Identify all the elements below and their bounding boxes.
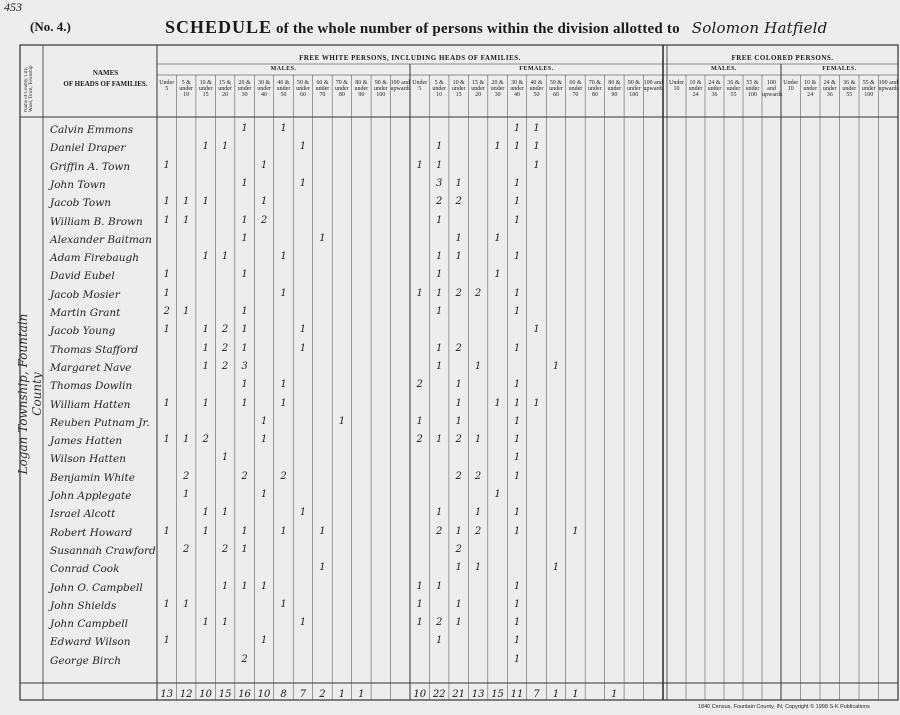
- white-female-tally: 1: [513, 123, 521, 134]
- white-male-tally: 1: [221, 141, 229, 153]
- white-female-total: 11: [510, 689, 524, 700]
- white-male-tally: 1: [163, 525, 170, 537]
- white-male-tally: 1: [319, 562, 326, 574]
- white-male-tally: 1: [202, 397, 209, 409]
- colored-male-age-label: Under 10: [669, 80, 684, 92]
- colored-female-age-label: 55 & under 100: [861, 80, 876, 98]
- head-of-family-name: Edward Wilson: [50, 636, 131, 649]
- white-female-tally: 2: [436, 196, 443, 208]
- white-male-total: 13: [160, 689, 174, 700]
- white-female-tally: 1: [436, 287, 443, 299]
- white-female-tally: 1: [436, 251, 443, 263]
- white-female-tally: 1: [474, 434, 482, 446]
- white-female-tally: 2: [455, 196, 462, 208]
- white-female-age-label: 5 & under 10: [432, 80, 447, 98]
- white-male-tally: 1: [299, 617, 307, 629]
- white-male-tally: 1: [221, 251, 229, 263]
- white-female-tally: 1: [436, 269, 443, 281]
- white-male-tally: 1: [202, 342, 209, 354]
- white-female-tally: 1: [474, 562, 482, 574]
- white-female-age-label: 50 & under 60: [549, 80, 563, 98]
- white-male-total: 10: [257, 689, 271, 700]
- white-female-tally: 1: [455, 525, 462, 537]
- white-male-age-label: 40 & under 50: [276, 80, 291, 98]
- white-male-tally: 1: [163, 635, 170, 647]
- white-male-tally: 1: [299, 177, 307, 189]
- white-male-tally: 1: [202, 507, 209, 519]
- head-of-family-name: Susannah Crawford: [50, 544, 156, 557]
- white-female-tally: 1: [513, 434, 521, 446]
- white-female-tally: 2: [455, 342, 462, 354]
- white-female-tally: 1: [455, 562, 462, 574]
- white-male-tally: 1: [163, 324, 170, 336]
- white-female-tally: 1: [533, 397, 540, 409]
- white-male-age-label: 70 & under 80: [335, 80, 349, 98]
- white-male-tally: 2: [183, 543, 190, 555]
- white-female-tally: 1: [533, 141, 540, 153]
- white-female-tally: 1: [513, 470, 521, 482]
- white-male-total: 8: [280, 689, 287, 700]
- white-male-tally: 2: [202, 434, 209, 446]
- white-male-tally: 1: [299, 507, 307, 519]
- white-male-age-label: 60 & under 70: [315, 80, 330, 98]
- white-male-tally: 2: [163, 306, 170, 317]
- white-male-tally: 1: [241, 543, 248, 555]
- free-white-header: FREE WHITE PERSONS, INCLUDING HEADS OF FAMILIES.: [299, 54, 521, 62]
- white-male-tally: 1: [183, 434, 190, 446]
- white-female-tally: 1: [436, 159, 443, 171]
- white-female-tally: 2: [474, 525, 482, 537]
- white-male-tally: 1: [202, 141, 209, 153]
- white-female-tally: 1: [513, 342, 521, 354]
- head-of-family-name: William B. Brown: [50, 215, 143, 228]
- head-of-family-name: Benjamin White: [50, 471, 135, 484]
- page-number: 453: [4, 0, 22, 14]
- head-of-family-name: Jacob Young: [50, 325, 116, 338]
- white-male-tally: 2: [221, 324, 229, 336]
- white-female-tally: 1: [416, 580, 423, 592]
- white-male-tally: 1: [241, 123, 248, 134]
- white-female-tally: 1: [416, 159, 423, 171]
- white-male-tally: 1: [241, 324, 248, 336]
- white-female-tally: 1: [513, 214, 521, 226]
- white-male-total: 15: [218, 689, 232, 700]
- white-male-tally: 1: [183, 598, 190, 610]
- white-male-tally: 2: [241, 470, 248, 482]
- township-note: Logan Township, Fountain County: [16, 313, 44, 475]
- white-female-tally: 2: [455, 434, 462, 446]
- head-of-family-name: Thomas Stafford: [50, 343, 139, 356]
- white-female-tally: 1: [513, 415, 521, 427]
- head-of-family-name: Reuben Putnam Jr.: [50, 416, 150, 429]
- colored-female-age-label: 10 & under 24: [803, 80, 818, 98]
- white-female-tally: 1: [494, 232, 501, 244]
- white-female-tally: 1: [455, 397, 462, 409]
- white-male-tally: 1: [202, 360, 209, 372]
- white-female-tally: 1: [455, 379, 462, 391]
- white-male-total: 1: [338, 689, 346, 700]
- white-female-tally: 2: [455, 543, 462, 555]
- white-female-tally: 1: [494, 397, 501, 409]
- white-female-tally: 1: [436, 580, 443, 592]
- white-female-tally: 2: [436, 525, 443, 537]
- white-male-tally: 2: [260, 214, 268, 226]
- white-male-age-label: 20 & under 30: [237, 80, 252, 98]
- white-male-age-label: 5 & under 10: [179, 80, 194, 98]
- white-male-tally: 2: [241, 653, 248, 665]
- white-male-tally: 1: [183, 306, 190, 317]
- white-male-tally: 1: [163, 598, 170, 610]
- head-of-family-name: William Hatten: [50, 398, 131, 411]
- white-male-tally: 1: [241, 525, 248, 537]
- white-female-tally: 1: [533, 159, 540, 171]
- white-male-age-label: 30 & under 40: [257, 80, 271, 98]
- white-female-tally: 1: [416, 415, 423, 427]
- white-female-tally: 1: [513, 177, 521, 189]
- white-female-age-label: 60 & under 70: [568, 80, 583, 98]
- white-male-tally: 1: [299, 141, 307, 153]
- white-male-tally: 1: [202, 251, 209, 263]
- head-of-family-name: Wilson Hatten: [50, 453, 126, 466]
- white-male-age-label: 80 & under 90: [354, 80, 369, 98]
- colored-females-label: FEMALES.: [822, 66, 857, 72]
- white-female-tally: 1: [494, 141, 501, 153]
- colored-male-age-label: 36 & under 55: [726, 80, 741, 98]
- white-male-age-label: 100 and upwards: [390, 80, 411, 92]
- white-female-tally: 1: [513, 635, 521, 647]
- white-male-tally: 1: [163, 214, 170, 226]
- white-male-tally: 2: [221, 342, 229, 354]
- head-of-family-name: John O. Campbell: [50, 581, 143, 594]
- white-female-tally: 1: [436, 635, 443, 647]
- colored-male-age-label: 100 and upwards: [762, 80, 783, 98]
- white-female-total: 22: [432, 689, 446, 700]
- white-male-tally: 3: [241, 360, 248, 372]
- white-female-age-label: Under 5: [412, 80, 428, 92]
- head-of-family-name: John Applegate: [50, 490, 132, 502]
- head-of-family-name: Martin Grant: [50, 307, 121, 319]
- head-of-family-name: James Hatten: [50, 435, 123, 448]
- white-female-tally: 1: [494, 269, 501, 281]
- white-male-tally: 1: [241, 379, 248, 391]
- white-female-tally: 2: [455, 287, 462, 299]
- white-male-total: 7: [299, 689, 307, 700]
- colored-male-age-label: 24 & under 36: [707, 80, 722, 98]
- white-male-tally: 1: [241, 397, 248, 409]
- white-male-tally: 1: [260, 434, 268, 446]
- white-female-age-label: 80 & under 90: [607, 80, 622, 98]
- white-male-tally: 1: [163, 434, 170, 446]
- white-male-tally: 1: [319, 525, 326, 537]
- white-female-tally: 1: [513, 287, 521, 299]
- colored-female-age-label: 24 & under 36: [822, 80, 837, 98]
- title-lead: SCHEDULE: [165, 17, 273, 37]
- white-female-tally: 1: [416, 617, 423, 629]
- head-of-family-name: Griffin A. Town: [50, 160, 131, 173]
- white-male-tally: 1: [260, 415, 268, 427]
- white-male-tally: 2: [221, 543, 229, 555]
- white-female-tally: 1: [513, 580, 521, 592]
- white-male-tally: 1: [319, 232, 326, 244]
- white-male-tally: 1: [241, 342, 248, 354]
- white-male-tally: 1: [280, 123, 287, 134]
- title-rest: of the whole number of persons within the division allotted to: [275, 21, 680, 37]
- white-males-label: MALES.: [270, 66, 297, 72]
- white-female-tally: 1: [494, 489, 501, 500]
- white-male-age-label: 15 & under 20: [218, 80, 232, 98]
- white-male-tally: 1: [241, 177, 248, 189]
- white-female-tally: 2: [436, 617, 443, 629]
- white-female-tally: 1: [513, 251, 521, 263]
- white-male-tally: 2: [221, 360, 229, 372]
- white-female-tally: 1: [552, 562, 560, 574]
- white-female-tally: 1: [455, 177, 462, 189]
- white-male-tally: 1: [202, 324, 209, 336]
- white-female-tally: 1: [416, 598, 423, 610]
- white-female-total: 7: [533, 689, 540, 700]
- white-male-tally: 1: [163, 196, 170, 208]
- head-of-family-name: Jacob Town: [50, 197, 111, 210]
- white-female-total: 10: [413, 689, 427, 700]
- white-male-tally: 2: [280, 470, 287, 482]
- head-of-family-name: John Campbell: [50, 618, 129, 631]
- white-female-age-label: 30 & under 40: [510, 80, 524, 98]
- head-of-family-name: John Shields: [50, 599, 117, 612]
- white-male-tally: 1: [299, 342, 307, 354]
- white-female-tally: 1: [436, 434, 443, 446]
- white-female-tally: 1: [455, 415, 462, 427]
- white-male-tally: 1: [241, 580, 248, 592]
- head-of-family-name: David Eubel: [50, 270, 115, 283]
- white-male-tally: 1: [221, 507, 229, 519]
- white-female-tally: 1: [474, 360, 482, 372]
- white-male-tally: 1: [280, 379, 287, 391]
- white-female-tally: 2: [474, 470, 482, 482]
- white-female-total: 1: [611, 689, 618, 700]
- white-female-tally: 1: [513, 507, 521, 519]
- white-female-tally: 1: [572, 525, 579, 537]
- white-male-tally: 1: [241, 214, 248, 226]
- white-female-total: 15: [491, 689, 504, 700]
- white-female-tally: 1: [436, 306, 443, 317]
- white-male-tally: 1: [202, 617, 209, 629]
- white-female-tally: 1: [513, 653, 521, 665]
- white-female-total: 1: [572, 689, 579, 700]
- white-male-age-label: 50 & under 60: [296, 80, 310, 98]
- white-male-tally: 1: [163, 397, 170, 409]
- white-female-age-label: 10 & under 15: [451, 80, 466, 98]
- white-male-tally: 1: [260, 196, 268, 208]
- white-male-tally: 1: [202, 525, 209, 537]
- white-male-tally: 1: [241, 232, 248, 244]
- white-male-tally: 1: [241, 306, 248, 317]
- white-female-total: 13: [471, 689, 485, 700]
- white-female-tally: 1: [513, 525, 521, 537]
- white-female-tally: 1: [455, 251, 462, 263]
- white-male-total: 2: [319, 689, 326, 700]
- white-male-tally: 1: [260, 580, 268, 592]
- head-of-family-name: Conrad Cook: [50, 563, 120, 576]
- white-male-tally: 1: [280, 397, 287, 409]
- white-male-tally: 1: [260, 635, 268, 647]
- white-male-tally: 1: [163, 159, 170, 171]
- head-of-family-name: Robert Howard: [50, 526, 133, 539]
- white-male-total: 10: [199, 689, 212, 700]
- white-female-tally: 1: [436, 507, 443, 519]
- white-male-tally: 1: [221, 617, 229, 629]
- white-female-tally: 1: [513, 306, 521, 317]
- white-female-tally: 1: [513, 196, 521, 208]
- head-of-family-name: John Town: [50, 178, 106, 191]
- white-female-tally: 1: [552, 360, 560, 372]
- white-female-tally: 1: [513, 617, 521, 629]
- white-female-tally: 1: [513, 598, 521, 610]
- white-male-age-label: 90 & under 100: [373, 80, 388, 98]
- white-female-tally: 1: [455, 232, 462, 244]
- white-female-tally: 1: [436, 342, 443, 354]
- white-male-tally: 1: [299, 324, 307, 336]
- white-male-tally: 1: [260, 489, 268, 500]
- colored-male-age-label: 55 & under 100: [745, 80, 760, 98]
- head-of-family-name: Israel Alcott: [50, 508, 116, 521]
- white-male-tally: 2: [183, 470, 190, 482]
- white-female-tally: 1: [436, 141, 443, 153]
- white-male-tally: 1: [280, 525, 287, 537]
- white-female-tally: 1: [533, 324, 540, 336]
- colored-male-age-label: 10 & under 24: [688, 80, 703, 98]
- white-female-age-label: 70 & under 80: [588, 80, 602, 98]
- names-header-line1: NAMES: [92, 69, 119, 77]
- white-female-tally: 2: [474, 287, 482, 299]
- free-colored-header: FREE COLORED PERSONS.: [731, 54, 834, 62]
- white-female-age-label: 20 & under 30: [490, 80, 505, 98]
- white-female-age-label: 15 & under 20: [471, 80, 485, 98]
- white-female-tally: 1: [513, 452, 521, 464]
- white-male-tally: 1: [260, 159, 268, 171]
- white-female-total: 21: [452, 689, 465, 700]
- white-females-label: FEMALES.: [519, 66, 554, 72]
- names-column-header: [58, 68, 153, 90]
- white-male-tally: 1: [183, 196, 190, 208]
- colored-female-age-label: 100 and upwards: [878, 80, 899, 92]
- white-male-tally: 1: [221, 452, 229, 464]
- head-of-family-name: Calvin Emmons: [50, 124, 134, 136]
- white-male-tally: 1: [280, 598, 287, 610]
- white-male-total: 12: [179, 689, 193, 700]
- white-female-tally: 2: [455, 470, 462, 482]
- head-of-family-name: Alexander Baitman: [50, 233, 152, 246]
- white-female-age-label: 40 & under 50: [529, 80, 544, 98]
- white-female-tally: 1: [436, 214, 443, 226]
- head-of-family-name: Adam Firebaugh: [50, 252, 139, 265]
- white-male-tally: 1: [280, 251, 287, 263]
- white-male-tally: 1: [221, 580, 229, 592]
- white-female-tally: 1: [533, 123, 540, 134]
- names-header-line2: OF HEADS OF FAMILIES.: [63, 80, 148, 88]
- white-male-tally: 1: [280, 287, 287, 299]
- white-male-tally: 1: [202, 196, 209, 208]
- head-of-family-name: Thomas Dowlin: [50, 380, 133, 393]
- white-female-total: 1: [552, 689, 560, 700]
- white-male-tally: 1: [183, 489, 190, 500]
- white-male-tally: 1: [163, 269, 170, 281]
- white-female-tally: 2: [416, 434, 423, 446]
- white-male-age-label: Under 5: [159, 80, 175, 92]
- white-female-tally: 1: [416, 287, 423, 299]
- white-male-tally: 1: [338, 415, 346, 427]
- white-female-tally: 1: [513, 141, 521, 153]
- copyright-footer: 1840 Census, Fountain County, IN; Copyright © 1998 S-K Publications: [698, 704, 870, 710]
- white-female-tally: 1: [455, 598, 462, 610]
- white-male-total: 1: [358, 689, 365, 700]
- county-column-label: Name of County, City, Ward, Town, Township: [24, 65, 34, 113]
- white-female-tally: 1: [436, 360, 443, 372]
- head-of-family-name: Daniel Draper: [50, 142, 126, 155]
- colored-males-label: MALES.: [711, 66, 737, 72]
- colored-female-age-label: 36 & under 55: [842, 80, 857, 98]
- white-female-tally: 3: [436, 177, 443, 189]
- white-male-tally: 1: [163, 287, 170, 299]
- head-of-family-name: Jacob Mosier: [50, 288, 120, 301]
- white-female-tally: 1: [455, 617, 462, 629]
- enumerator-name: Solomon Hatfield: [691, 19, 828, 37]
- white-female-tally: 2: [416, 379, 423, 391]
- white-female-tally: 1: [513, 397, 521, 409]
- white-male-total: 16: [238, 689, 251, 700]
- white-male-tally: 1: [183, 214, 190, 226]
- head-of-family-name: Margaret Nave: [50, 361, 132, 374]
- white-female-tally: 1: [474, 507, 482, 519]
- schedule-number: (No. 4.): [30, 19, 71, 34]
- colored-female-age-label: Under 10: [783, 80, 799, 92]
- white-female-age-label: 100 and upwards: [643, 80, 664, 92]
- head-of-family-name: George Birch: [50, 654, 121, 667]
- white-female-age-label: 90 & under 100: [626, 80, 641, 98]
- white-male-tally: 1: [241, 269, 248, 281]
- white-male-age-label: 10 & under 15: [198, 80, 213, 98]
- white-female-tally: 1: [513, 379, 521, 391]
